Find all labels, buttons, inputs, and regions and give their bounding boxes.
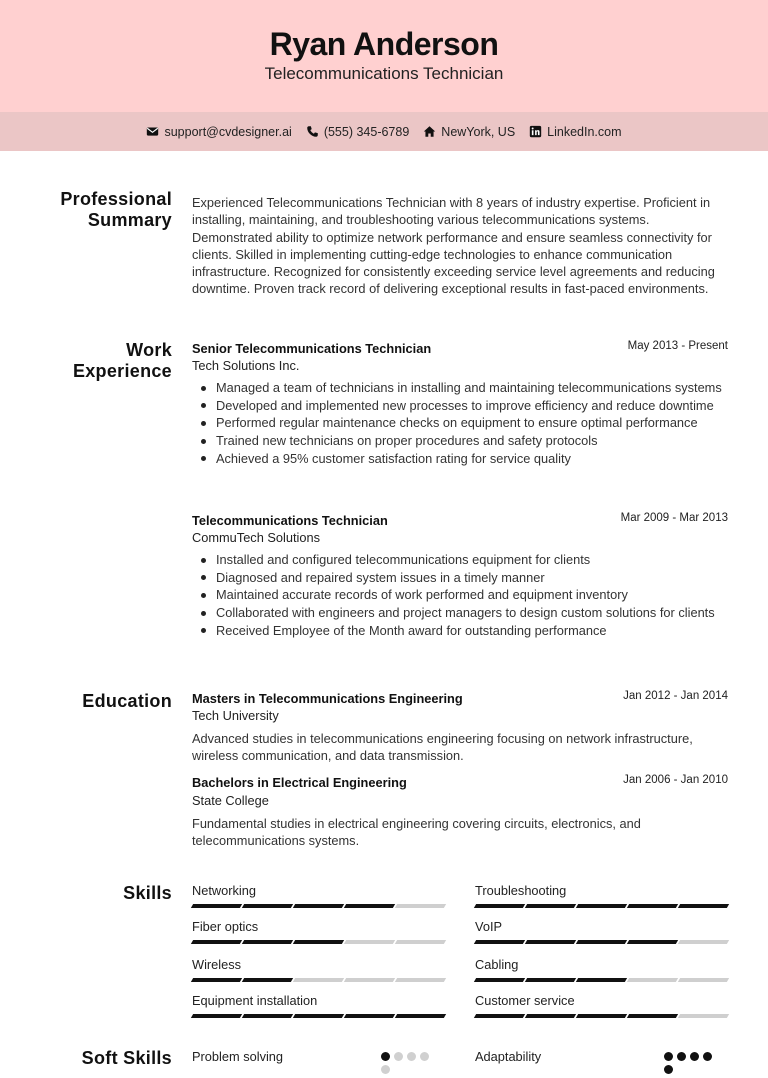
list-item: Developed and implemented new processes to improve efficiency and reduce downtime (216, 397, 736, 414)
email-text: support@cvdesigner.ai (164, 124, 292, 139)
skill-level-segment (344, 904, 395, 908)
soft-skill-dot (703, 1052, 712, 1061)
skill-level-segment (474, 940, 525, 944)
job-bullets (216, 551, 736, 639)
section-heading-education: Education (82, 691, 172, 711)
skill-name: Cabling (475, 957, 519, 972)
list-item: Maintained accurate records of work performed and equipment inventory (216, 586, 736, 603)
skill-level-segment (474, 978, 525, 982)
skill-level-segment (525, 978, 576, 982)
skill-level-segment (395, 1014, 446, 1018)
skill-level-segment (576, 1014, 627, 1018)
soft-skill-dot (394, 1052, 403, 1061)
skill-level-bar (192, 1014, 445, 1018)
skill-level-segment (576, 904, 627, 908)
skill-item (192, 993, 445, 1018)
contact-phone[interactable] (306, 125, 409, 139)
skill-level-segment (242, 940, 293, 944)
education-dates: Jan 2012 - Jan 2014 (623, 690, 728, 702)
skill-level-segment (678, 978, 729, 982)
skill-item (475, 993, 728, 1018)
skill-item (475, 957, 728, 982)
contact-bar (0, 112, 768, 151)
skill-level-segment (242, 978, 293, 982)
skill-level-segment (627, 904, 678, 908)
candidate-title: Telecommunications Technician (264, 64, 504, 83)
section-heading-skills: Skills (123, 883, 172, 903)
skill-level-segment (395, 904, 446, 908)
skill-level-bar (475, 1014, 728, 1018)
contact-linkedin[interactable] (529, 125, 621, 139)
candidate-name: Ryan Anderson (269, 26, 499, 62)
skill-name: Troubleshooting (475, 883, 567, 898)
summary-text: Experienced Telecommunications Technician with 8 years of industry expertise. Proficient in installing, maintaining, and troubleshooting various telecommunications systems. Demonstrated ability to optimize network performance and ensure seamless connectivity for clients. Skilled in implementing cutting-edge technologies to enhance communication infrastructure. Recognized for consistently exceeding service level agreements and reducing downtime. Proven track record of delivering exceptional results in fast-paced environments. (192, 195, 715, 297)
skill-item (475, 919, 728, 944)
list-item: Trained new technicians on proper procedures and safety protocols (216, 432, 736, 449)
location-text: NewYork, US (441, 124, 516, 139)
job-dates: May 2013 - Present (627, 340, 728, 352)
education-description: Advanced studies in telecommunications engineering focusing on network infrastructure, wireless communication, and data transmission. (192, 731, 693, 764)
list-item: Diagnosed and repaired system issues in a timely manner (216, 569, 736, 586)
skill-level-segment (627, 978, 678, 982)
skill-level-segment (191, 904, 242, 908)
skill-name: Customer service (475, 993, 575, 1008)
soft-skill-dot (664, 1065, 673, 1074)
section-heading-summary: Professional Summary (60, 189, 172, 230)
skill-item (475, 883, 728, 908)
soft-skill-name: Adaptability (475, 1049, 542, 1064)
soft-skill-dot (690, 1052, 699, 1061)
skill-level-segment (191, 978, 242, 982)
skill-level-segment (344, 1014, 395, 1018)
skill-level-bar (192, 904, 445, 908)
contact-location (423, 125, 515, 139)
skill-name: Equipment installation (192, 993, 318, 1008)
skill-name: Networking (192, 883, 257, 898)
contact-email[interactable] (146, 125, 291, 139)
skill-level-segment (293, 1014, 344, 1018)
skill-item (192, 883, 445, 908)
skill-level-segment (525, 904, 576, 908)
phone-icon (306, 125, 319, 138)
job-title: Senior Telecommunications Technician (192, 341, 432, 356)
skill-level-segment (576, 978, 627, 982)
degree-title: Bachelors in Electrical Engineering (192, 775, 407, 790)
list-item: Installed and configured telecommunications equipment for clients (216, 551, 736, 568)
skill-level-segment (395, 978, 446, 982)
skill-level-segment (627, 1014, 678, 1018)
soft-skill-dots (381, 1052, 441, 1074)
resume-header (0, 0, 768, 112)
skill-name: VoIP (475, 919, 503, 934)
list-item: Performed regular maintenance checks on equipment to ensure optimal performance (216, 414, 736, 431)
skill-level-segment (242, 1014, 293, 1018)
skill-level-bar (475, 904, 728, 908)
skill-level-segment (474, 904, 525, 908)
skill-level-segment (293, 904, 344, 908)
skill-level-segment (627, 940, 678, 944)
linkedin-icon (529, 125, 542, 138)
skill-level-segment (474, 1014, 525, 1018)
skill-item (192, 919, 445, 944)
list-item: Received Employee of the Month award for outstanding performance (216, 622, 736, 639)
skill-level-segment (525, 940, 576, 944)
soft-skill-dot (381, 1052, 390, 1061)
job-bullets (216, 379, 736, 467)
skill-level-segment (344, 940, 395, 944)
skill-level-segment (242, 904, 293, 908)
degree-title: Masters in Telecommunications Engineering (192, 691, 463, 706)
section-heading-work: Work Experience (72, 340, 172, 381)
skill-level-segment (525, 1014, 576, 1018)
skill-level-segment (678, 904, 729, 908)
list-item: Collaborated with engineers and project managers to design custom solutions for clients (216, 604, 736, 621)
linkedin-text: LinkedIn.com (547, 124, 622, 139)
job-dates: Mar 2009 - Mar 2013 (620, 512, 728, 524)
envelope-icon (146, 125, 159, 138)
skill-level-segment (576, 940, 627, 944)
skill-level-bar (192, 978, 445, 982)
skill-level-bar (192, 940, 445, 944)
soft-skill-dot (420, 1052, 429, 1061)
job-title: Telecommunications Technician (192, 513, 388, 528)
skill-item (192, 957, 445, 982)
skill-level-bar (475, 940, 728, 944)
skill-level-segment (191, 1014, 242, 1018)
education-dates: Jan 2006 - Jan 2010 (623, 774, 728, 786)
list-item: Managed a team of technicians in installing and maintaining telecommunications systems (216, 379, 736, 396)
education-description: Fundamental studies in electrical engineering covering circuits, electronics, and telecommunications systems. (192, 816, 641, 849)
skill-level-bar (475, 978, 728, 982)
job-company: CommuTech Solutions (192, 530, 321, 545)
soft-skill-dot (381, 1065, 390, 1074)
soft-skill-dot (677, 1052, 686, 1061)
soft-skill-dot (664, 1052, 673, 1061)
skill-level-segment (678, 940, 729, 944)
job-company: Tech Solutions Inc. (192, 358, 300, 373)
school-name: Tech University (192, 708, 279, 723)
skill-level-segment (344, 978, 395, 982)
school-name: State College (192, 793, 269, 808)
phone-text: (555) 345-6789 (323, 124, 410, 139)
list-item: Achieved a 95% customer satisfaction rating for service quality (216, 450, 736, 467)
soft-skill-dot (407, 1052, 416, 1061)
skill-level-segment (395, 940, 446, 944)
skill-name: Fiber optics (192, 919, 259, 934)
skill-level-segment (293, 978, 344, 982)
skill-level-segment (293, 940, 344, 944)
soft-skill-dots (664, 1052, 724, 1074)
home-icon (423, 125, 436, 138)
skill-level-segment (191, 940, 242, 944)
soft-skill-name: Problem solving (192, 1049, 284, 1064)
section-heading-soft-skills: Soft Skills (81, 1048, 172, 1068)
skill-name: Wireless (192, 957, 242, 972)
skill-level-segment (678, 1014, 729, 1018)
